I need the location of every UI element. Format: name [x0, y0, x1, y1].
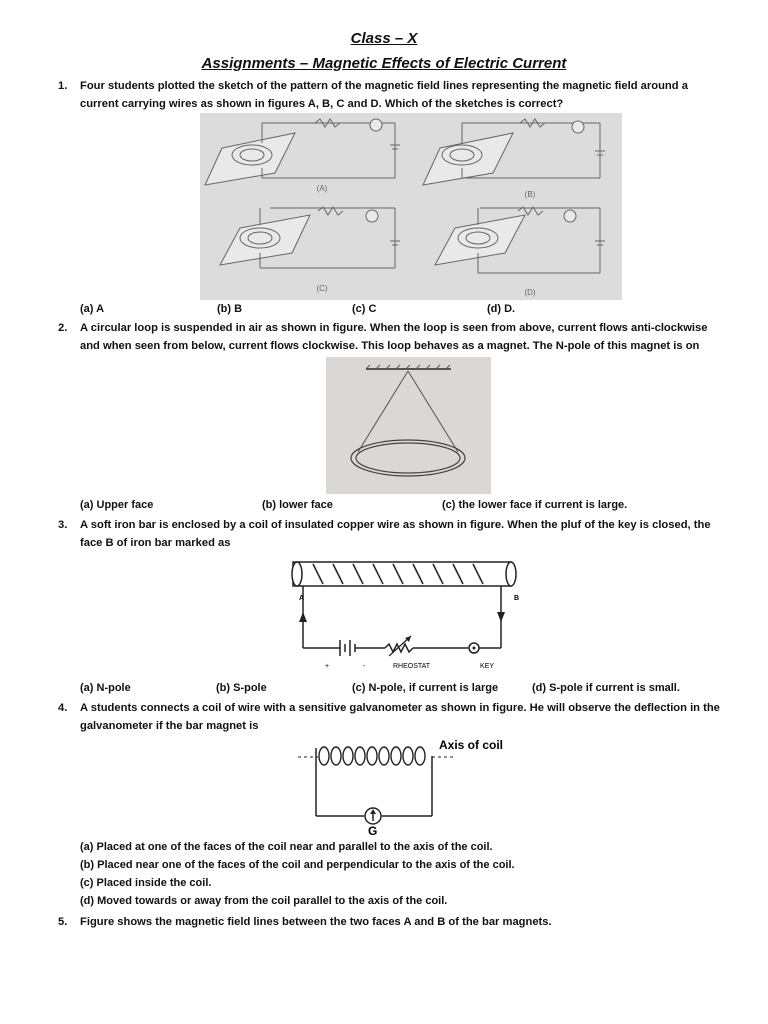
question-text: Figure shows the magnetic field lines between the two faces A and B of the bar magnets. [80, 916, 552, 928]
options-q3 [80, 682, 720, 698]
question-text: A circular loop is suspended in air as shown in figure. When the loop is seen from above, current flows anti-clockwise and when seen from below, current flows clockwise. This loop behaves as a magnet. The N-pole of this magnet is on [80, 322, 708, 352]
option-d: (d) Moved towards or away from the coil parallel to the axis of the coil. [80, 895, 448, 907]
option-a: (a) A [80, 303, 105, 315]
label-key: KEY [480, 663, 495, 670]
option-b: (b) S-pole [216, 682, 267, 694]
question-number: 2. [58, 322, 68, 334]
label-a: A [299, 595, 305, 602]
figure-suspended-loop [326, 357, 491, 494]
question-text: A students connects a coil of wire with a sensitive galvanometer as shown in figure. He will observe the deflection in the galvanometer if the bar magnet is [80, 702, 720, 732]
question-text: Four students plotted the sketch of the pattern of the magnetic field lines representing the magnetic field around a current carrying wires as shown in figures A, B, C and D. Which of the sketches is correct? [80, 80, 688, 110]
option-b: (b) lower face [262, 499, 333, 511]
option-a: (a) Placed at one of the faces of the coil near and parallel to the axis of the coil. [80, 841, 493, 853]
label-plus: + [325, 663, 330, 670]
question-text: A soft iron bar is enclosed by a coil of insulated copper wire as shown in figure. When the pluf of the key is closed, the face B of iron bar marked as [80, 519, 711, 549]
option-c: (c) C [352, 303, 377, 315]
question-number: 5. [58, 916, 68, 928]
option-b: (b) B [217, 303, 243, 315]
figure-current-wire-sketches [200, 113, 622, 300]
figure-label-b: (B) [524, 190, 536, 199]
options-q1 [80, 303, 680, 319]
option-c: (c) the lower face if current is large. [442, 499, 628, 511]
option-a: (a) Upper face [80, 499, 154, 511]
option-a: (a) N-pole [80, 682, 131, 694]
label-rheostat: RHEOSTAT [393, 663, 431, 670]
figure-coil-galvanometer [296, 736, 526, 838]
label-minus: - [363, 663, 366, 670]
option-d: (d) D. [487, 303, 516, 315]
question-number: 4. [58, 702, 68, 714]
assignment-title: Assignments – Magnetic Effects of Electric Current [201, 55, 567, 72]
option-b: (b) Placed near one of the faces of the coil and perpendicular to the axis of the coil. [80, 859, 515, 871]
figure-label-a: (A) [316, 184, 328, 193]
question-number: 1. [58, 80, 68, 92]
option-c: (c) Placed inside the coil. [80, 877, 212, 889]
label-axis-of-coil: Axis of coil [439, 738, 504, 752]
options-q2 [80, 499, 680, 515]
figure-label-c: (C) [316, 284, 328, 293]
label-b: B [514, 595, 520, 602]
option-c: (c) N-pole, if current is large [352, 682, 499, 694]
option-d: (d) S-pole if current is small. [532, 682, 680, 694]
label-g: G [368, 824, 378, 838]
figure-label-d: (D) [524, 288, 536, 297]
class-title: Class – X [350, 30, 418, 47]
question-number: 3. [58, 519, 68, 531]
figure-iron-bar-coil [285, 556, 525, 674]
